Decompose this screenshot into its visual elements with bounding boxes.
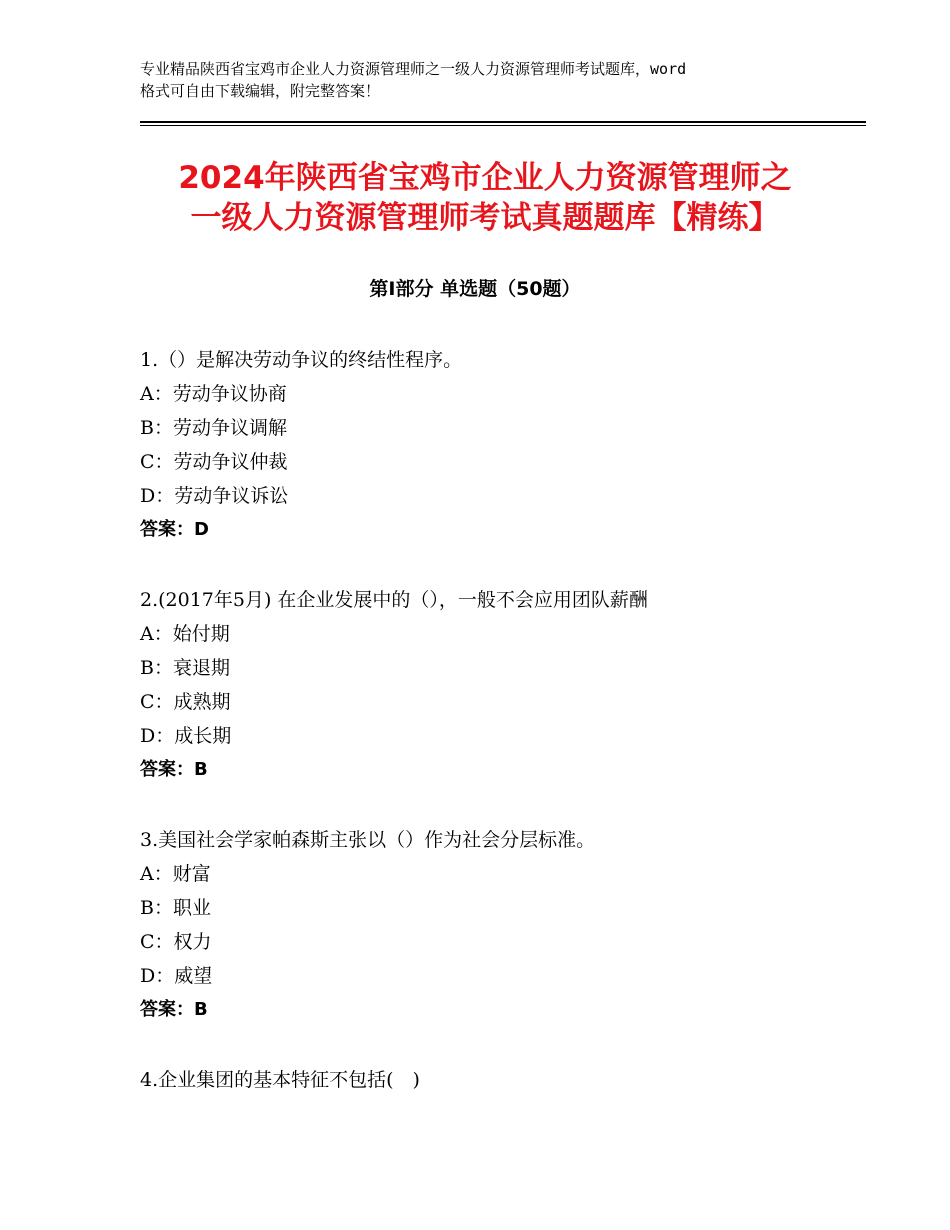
header-note-line-1: 专业精品陕西省宝鸡市企业人力资源管理师之一级人力资源管理师考试题库，word — [140, 60, 687, 78]
option-b: B：衰退期 — [140, 657, 230, 679]
question-stem: 4.企业集团的基本特征不包括( ) — [140, 1069, 420, 1091]
header-note — [140, 58, 830, 102]
question-4 — [140, 1063, 860, 1097]
question-stem: 2.(2017年5月) 在企业发展中的（），一般不会应用团队薪酬 — [140, 589, 648, 611]
option-a: A：始付期 — [140, 623, 230, 645]
question-3 — [140, 823, 860, 1027]
answer: 答案：B — [140, 999, 208, 1020]
question-list — [140, 343, 860, 1133]
option-a: A：劳动争议协商 — [140, 383, 287, 405]
option-c: C：劳动争议仲裁 — [140, 451, 288, 473]
option-c: C：成熟期 — [140, 691, 231, 713]
header-note-line-2: 格式可自由下载编辑，附完整答案！ — [140, 82, 381, 100]
document-title — [140, 158, 830, 238]
question-1 — [140, 343, 860, 547]
option-c: C：权力 — [140, 931, 212, 953]
answer: 答案：B — [140, 759, 208, 780]
document-title-line-2: 一级人力资源管理师考试真题题库【精练】 — [190, 200, 780, 236]
option-d: D：劳动争议诉讼 — [140, 485, 289, 507]
option-a: A：财富 — [140, 863, 211, 885]
option-d: D：成长期 — [140, 725, 232, 747]
document-title-line-1: 2024年陕西省宝鸡市企业人力资源管理师之 — [178, 160, 792, 196]
answer: 答案：D — [140, 519, 209, 540]
option-b: B：劳动争议调解 — [140, 417, 287, 439]
section-title: 第Ⅰ部分 单选题（50题） — [369, 278, 581, 300]
header-divider-thick — [140, 121, 866, 123]
option-b: B：职业 — [140, 897, 211, 919]
option-d: D：威望 — [140, 965, 213, 987]
question-2 — [140, 583, 860, 787]
question-stem: 3.美国社会学家帕森斯主张以（）作为社会分层标准。 — [140, 829, 596, 851]
header-divider-thin — [140, 125, 866, 126]
question-stem: 1.（）是解决劳动争议的终结性程序。 — [140, 349, 463, 371]
